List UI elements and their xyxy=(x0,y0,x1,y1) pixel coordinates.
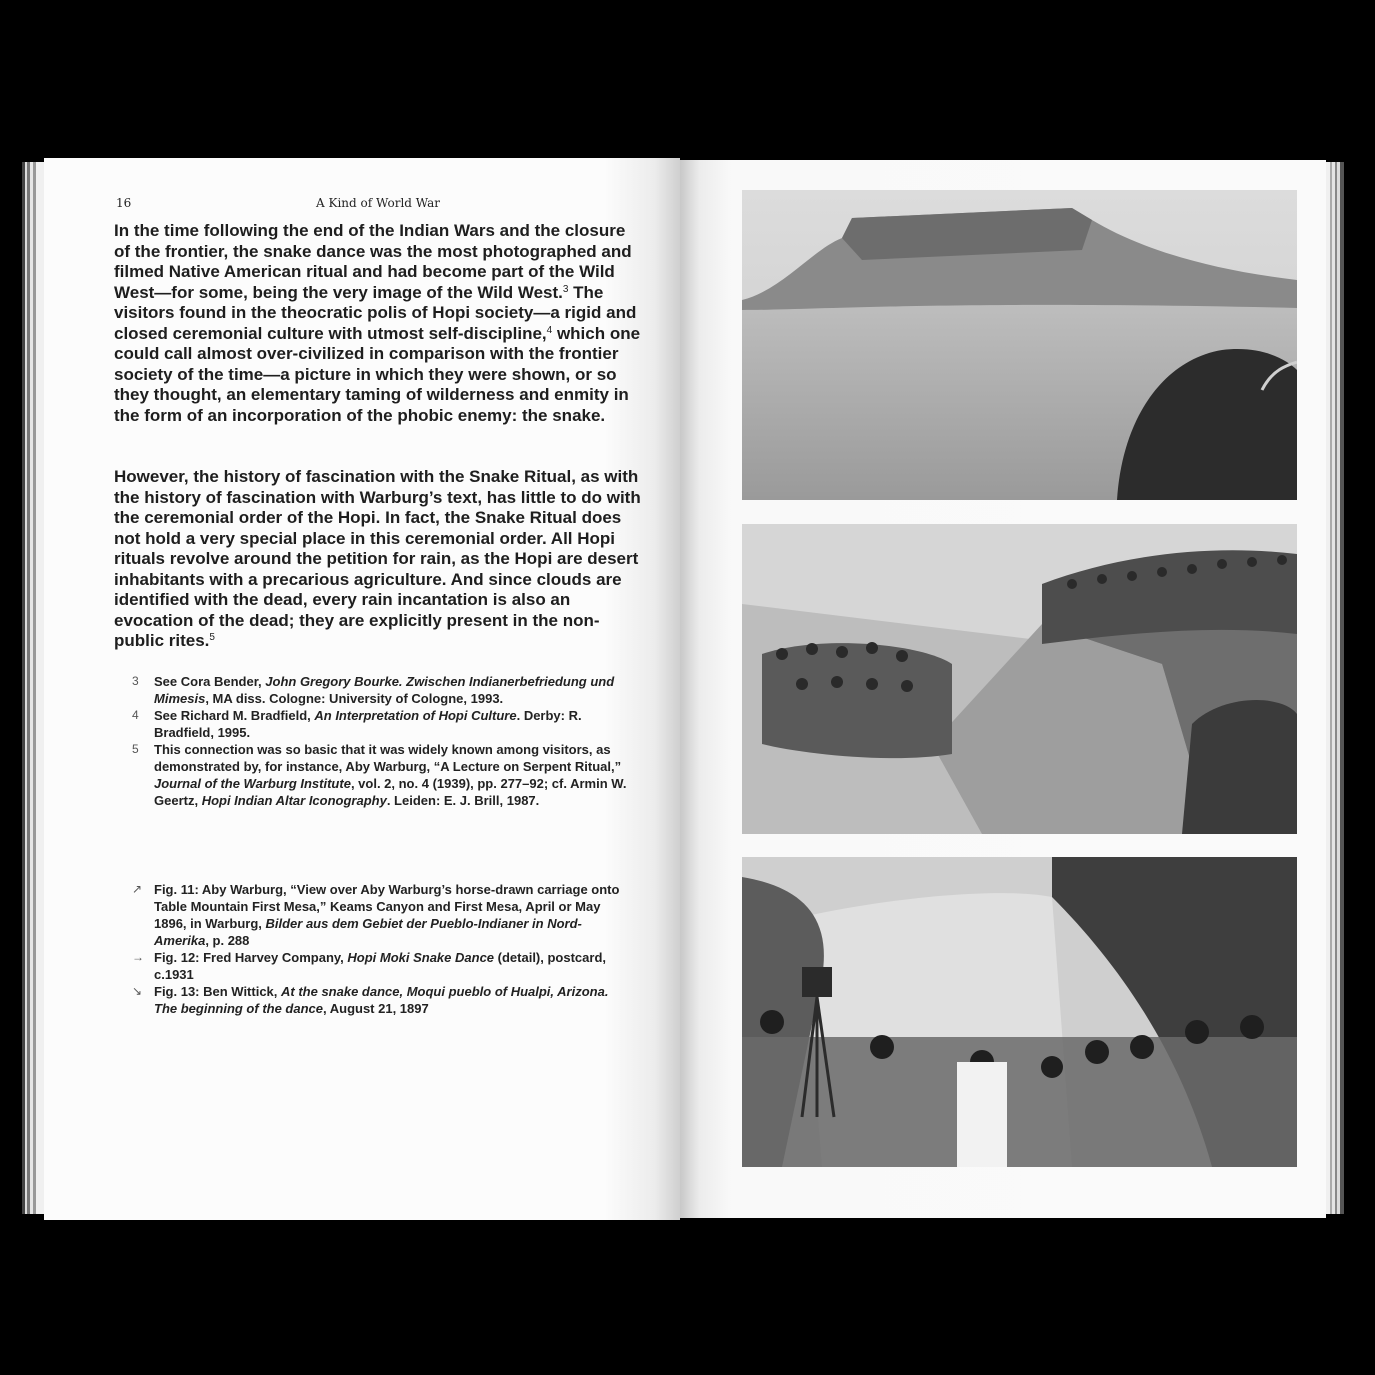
caption-fig-11: ↗ Fig. 11: Aby Warburg, “View over Aby Warburg’s horse-drawn carriage onto Table Mountain First Mesa,” Keams Canyon and First Mesa, April or May 1896, in Warburg, Bilder aus dem Gebiet der Pueblo-Indianer in Nord-Amerika, p. 288 xyxy=(132,882,620,948)
paragraph-1: In the time following the end of the Indian Wars and the closure of the frontier, the snake dance was the most photographed and filmed Native American ritual and had become part of the Wild West—for some, being the very image of the Wild West.$^3$ The visitors found in the theocratic polis of Hopi society—a rigid and closed ceremonial culture with utmost self-discipline,$^4$ which one could call almost over-civilized in comparison with the frontier society of the time—a picture in which they were shown, or so they thought, an elementary taming of wilderness and enmity in the form of an incorporation of the phobic enemy: the snake. xyxy=(114,221,641,425)
footnote-ref-5[interactable]: 5 xyxy=(209,632,215,643)
footnote-item: 4 See Richard M. Bradfield, An Interpretation of Hopi Culture. Derby: R. Bradfield, 1995. xyxy=(132,708,582,740)
figure-captions xyxy=(114,881,634,1017)
paragraph-2: However, the history of fascination with the Snake Ritual, as with the history of fascination with Warburg’s text, has little to do with the ceremonial order of the Hopi. In fact, the Snake Ritual does not hold a very special place in this ceremonial order. All Hopi rituals revolve around the petition for rain, as the Hopi are desert inhabitants with a precarious agriculture. And since clouds are identified with the dead, every rain incantation is also an evocation of the dead; they are explicitly present in the non-public rites.$^5$ xyxy=(114,467,641,650)
footnote-ref-3[interactable]: 3 xyxy=(562,283,569,295)
arrow-down-right-icon: ↘ xyxy=(132,984,143,998)
photo-mesa-landscape xyxy=(742,190,1297,500)
page-number: 16 xyxy=(116,196,132,210)
photo-spectators-postcard xyxy=(742,524,1297,834)
footnote-number: 5 xyxy=(132,742,139,756)
footnote-ref-4[interactable]: 4 xyxy=(546,324,553,336)
arrow-up-right-icon: ↗ xyxy=(132,882,143,896)
footnote-item: 3 See Cora Bender, John Gregory Bourke. Zwischen Indianerbefriedung und Mimesis, MA diss. Cologne: University of Cologne, 1993. xyxy=(132,674,615,706)
photo-snake-dance xyxy=(742,857,1297,1167)
footnotes xyxy=(114,673,634,809)
footnote-number: 3 xyxy=(132,674,139,688)
footnote-number: 4 xyxy=(132,708,139,722)
caption-fig-13: ↘ Fig. 13: Ben Wittick, At the snake dance, Moqui pueblo of Hualpi, Arizona. The beginning of the dance, August 21, 1897 xyxy=(132,984,609,1016)
arrow-right-icon: → xyxy=(132,950,144,964)
caption-fig-12: → Fig. 12: Fred Harvey Company, Hopi Moki Snake Dance (detail), postcard, c.1931 xyxy=(132,950,606,982)
footnote-item: 5 This connection was so basic that it was widely known among visitors, as demonstrated by, for instance, Aby Warburg, “A Lecture on Serpent Ritual,” Journal of the Warburg Institute, vol. 2, no. 4 (1939), pp. 277–92; cf. Armin W. Geertz, Hopi Indian Altar Iconography. Leiden: E. J. Brill, 1987. xyxy=(132,742,627,808)
running-title: A Kind of World War xyxy=(316,196,440,210)
